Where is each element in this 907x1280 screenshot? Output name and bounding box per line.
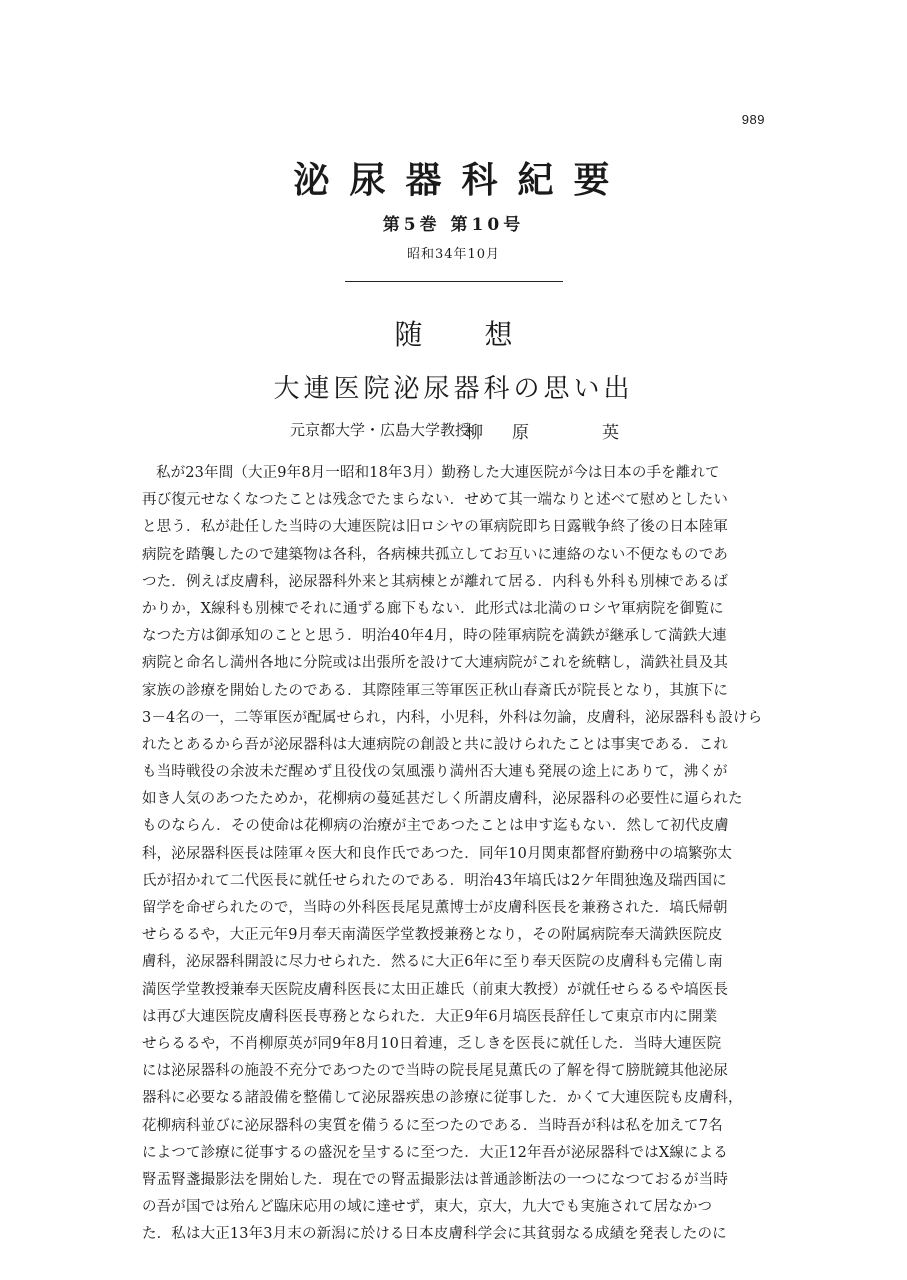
title-divider xyxy=(345,281,563,282)
body-line: た．私は大正13年3月末の新潟に於ける日本皮膚科学会に其貧弱なる成績を発表したのに xyxy=(142,1226,727,1243)
body-line: 病院と命名し満州各地に分院或は出張所を設けて大連病院がこれを統轄し，満鉄社員及其 xyxy=(142,655,728,672)
body-line: 如き人気のあつたためか，花柳病の蔓延甚だしく所謂皮膚科，泌尿器科の必要性に逼られた xyxy=(142,791,743,808)
author-name-part: 英 xyxy=(602,423,619,443)
body-line: なつた方は御承知のことと思う．明治40年4月，時の陸軍病院を満鉄が継承して満鉄大連 xyxy=(142,628,727,645)
body-line: 器科に必要なる諸設備を整備して泌尿器疾患の診療に従事した．かくて大連医院も皮膚科， xyxy=(142,1090,743,1107)
body-line: 花柳病科並びに泌尿器科の実質を備うるに至つたのである．当時吾が科は私を加えて7名 xyxy=(142,1117,723,1134)
body-line: 再び復元せなくなつたことは残念でたまらない．せめて其一端なりと述べて慰めとしたい xyxy=(142,492,728,509)
author-name-part: 柳 xyxy=(466,423,483,443)
body-line: れたとあるから吾が泌尿器科は大連病院の創設と共に設けられたことは事実である．これ xyxy=(142,736,728,753)
body-line: と思う．私が赴任した当時の大連医院は旧ロシヤの軍病院即ち日露戦争終了後の日本陸軍 xyxy=(142,519,728,536)
body-line: かりか，X線科も別棟でそれに通ずる廊下もない．此形式は北満のロシヤ軍病院を御覧に xyxy=(142,600,724,617)
body-line: 病院を踏襲したので建築物は各科，各病棟共孤立してお互いに連絡のない不便なものであ xyxy=(142,546,728,563)
author-name-part: 原 xyxy=(512,423,529,443)
body-line: 科，泌尿器科医長は陸軍々医大和良作氏であつた．同年10月関東都督府勤務中の塙繁弥太 xyxy=(142,845,733,862)
body-line: 家族の診療を開始したのである．其際陸軍三等軍医正秋山春斎氏が院長となり，其旗下に xyxy=(142,682,728,699)
author-affiliation: 元京都大学・広島大学教授 xyxy=(290,421,471,439)
volume-issue: 第5巻 第10号 xyxy=(382,215,525,235)
body-line: 3－4名の一，二等軍医が配属せられ，内科，小児科，外科は勿論，皮膚科，泌尿器科も設けら xyxy=(142,709,763,726)
body-line: の吾が国では殆んど臨床応用の域に達せず，東大，京大，九大でも実施されて居なかつ xyxy=(142,1199,713,1216)
body-line: 満医学堂教授兼奉天医院皮膚科医長に太田正雄氏（前東大教授）が就任せらるるや塙医長 xyxy=(142,981,728,998)
body-line: 氏が招かれて二代医長に就任せられたのである．明治43年塙氏は2ケ年間独逸及瑞西国に xyxy=(142,872,727,889)
page-number: 989 xyxy=(741,112,765,127)
body-line: 留学を命ぜられたので，当時の外科医長尾見薫博士が皮膚科医長を兼務された．塙氏帰朝 xyxy=(142,900,728,916)
body-line: せらるるや，不肖柳原英が同9年8月10日着連，乏しきを医長に就任した．当時大連医院 xyxy=(142,1035,722,1052)
journal-title: 泌尿器科紀要 xyxy=(293,159,630,201)
issue-date: 昭和34年10月 xyxy=(406,247,501,262)
body-line: 膚科，泌尿器科開設に尽力せられた．然るに大正6年に至り奉天医院の皮膚科も完備し南 xyxy=(142,954,723,971)
body-line: によつて診療に従事するの盛況を呈するに至つた．大正12年吾が泌尿器科ではX線による xyxy=(142,1144,728,1161)
body-line: つた．例えば皮膚科，泌尿器科外来と其病棟とが離れて居る．内科も外科も別棟であるば xyxy=(142,573,728,590)
body-line: には泌尿器科の施設不充分であつたので当時の院長尾見薫氏の了解を得て膀胱鏡其他泌尿 xyxy=(142,1063,728,1080)
section-heading: 随想 xyxy=(394,318,575,351)
article-title: 大連医院泌尿器科の思い出 xyxy=(273,374,634,404)
body-line: ものならん．その使命は花柳病の治療が主であつたことは申す迄もない．然して初代皮膚 xyxy=(142,818,729,835)
author-byline xyxy=(290,419,620,441)
body-line: 私が23年間（大正9年8月一昭和18年3月）勤務した大連医院が今は日本の手を離れて xyxy=(156,465,720,481)
body-line: せらるるや，大正元年9月奉天南満医学堂教授兼務となり，その附属病院奉天満鉄医院皮 xyxy=(142,927,723,944)
body-line: 腎盂腎盞撮影法を開始した．現在での腎盂撮影法は普通診断法の一つになつておるが当時 xyxy=(142,1171,728,1188)
article-body xyxy=(142,460,765,1248)
body-line: は再び大連医院皮膚科医長専務となられた．大正9年6月塙医長辞任して東京市内に開業 xyxy=(142,1008,718,1025)
body-line: も当時戦役の余波未だ醒めず且役伐の気風漲り満州否大連も発展の途上にありて，沸くが xyxy=(142,764,728,781)
